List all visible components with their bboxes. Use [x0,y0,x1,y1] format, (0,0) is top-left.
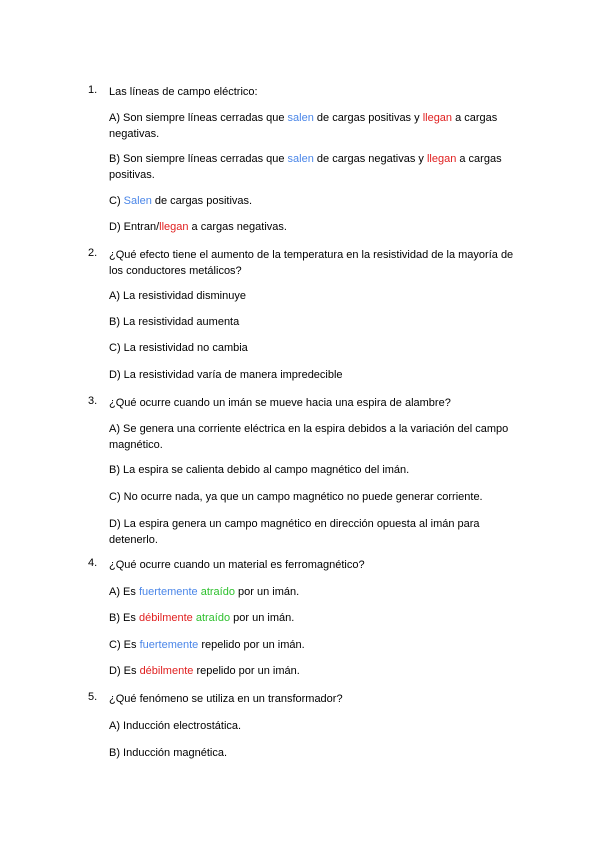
highlight-word: fuertemente [139,639,199,651]
option-3d: D) La espira genera un campo magnético en dirección opuesta al imán para detenerlo. [109,518,480,546]
option-3c: C) No ocurre nada, ya que un campo magnético no puede generar corriente. [109,491,483,503]
question-text: Las líneas de campo eléctrico: [109,86,258,98]
option-text: a cargas negativas. [188,221,287,233]
highlight-word: llegan [422,112,453,124]
question-text: ¿Qué ocurre cuando un material es ferromagnético? [109,559,365,571]
option-4d [109,663,519,679]
highlight-word: fuertemente [138,586,198,598]
option-4c [109,637,519,653]
question-number: 2. [88,247,98,259]
option-1a [109,110,519,142]
question-number: 3. [88,395,98,407]
option-text: A) Es [109,586,139,598]
option-text: D) Entran/ [109,221,160,233]
option-1d [109,219,519,235]
question-text: ¿Qué ocurre cuando un imán se mueve hacia una espira de alambre? [109,397,451,409]
option-1b [109,151,519,183]
option-4a [109,584,519,600]
highlight-word: débilmente [138,612,193,624]
highlight-word: atraído [200,586,235,598]
option-text: a cargas negativas. [109,112,498,140]
option-4b [109,610,519,626]
option-text: de cargas positivas. [151,195,253,207]
option-text: C) [109,195,124,207]
option-1c [109,193,519,209]
option-2d: D) La resistividad varía de manera impredecible [109,369,343,381]
highlight-word: atraído [195,612,231,624]
highlight-word: débilmente [139,665,194,677]
option-text: por un imán. [240,639,305,651]
option-5b: B) Inducción magnética. [109,747,228,759]
option-text: B) Es [109,612,139,624]
option-text: C) Es [109,639,140,651]
highlight-word: llegan [426,153,457,165]
option-3a: A) Se genera una corriente eléctrica en la espira debidos a la variación del campo magnético. [109,423,509,451]
question-4 [88,557,528,573]
highlight-word: salen [287,112,314,124]
option-text: por un imán. [230,612,295,624]
option-3b: B) La espira se calienta debido al campo magnético del imán. [109,464,410,476]
question-text: ¿Qué efecto tiene el aumento de la temperatura en la resistividad de la mayoría de los conductores metálicos? [109,249,514,277]
question-number: 5. [88,691,98,703]
question-1 [88,84,528,100]
option-2b: B) La resistividad aumenta [109,316,240,328]
highlight-word: salen [287,153,314,165]
option-text: repelido [196,665,236,677]
highlight-word: llegan [159,221,189,233]
option-text: A) Son siempre líneas cerradas que [109,112,288,124]
question-number: 4. [88,557,98,569]
option-2a: A) La resistividad disminuye [109,290,246,302]
question-2 [88,247,528,279]
option-text: repelido [201,639,241,651]
option-text: por un imán. [235,665,300,677]
option-2c: C) La resistividad no cambia [109,342,248,354]
question-text: ¿Qué fenómeno se utiliza en un transformador? [109,693,343,705]
question-5 [88,691,528,707]
option-text: B) Son siempre líneas cerradas que [109,153,288,165]
option-text: de cargas positivas y [313,112,423,124]
highlight-word: Salen [123,195,152,207]
option-text: a cargas positivas. [109,153,502,181]
question-number: 1. [88,84,98,96]
option-5a: A) Inducción electrostática. [109,720,242,732]
option-text: D) Es [109,665,140,677]
option-text: de cargas negativas y [313,153,427,165]
question-3 [88,395,528,411]
option-text: por un imán. [234,586,300,598]
